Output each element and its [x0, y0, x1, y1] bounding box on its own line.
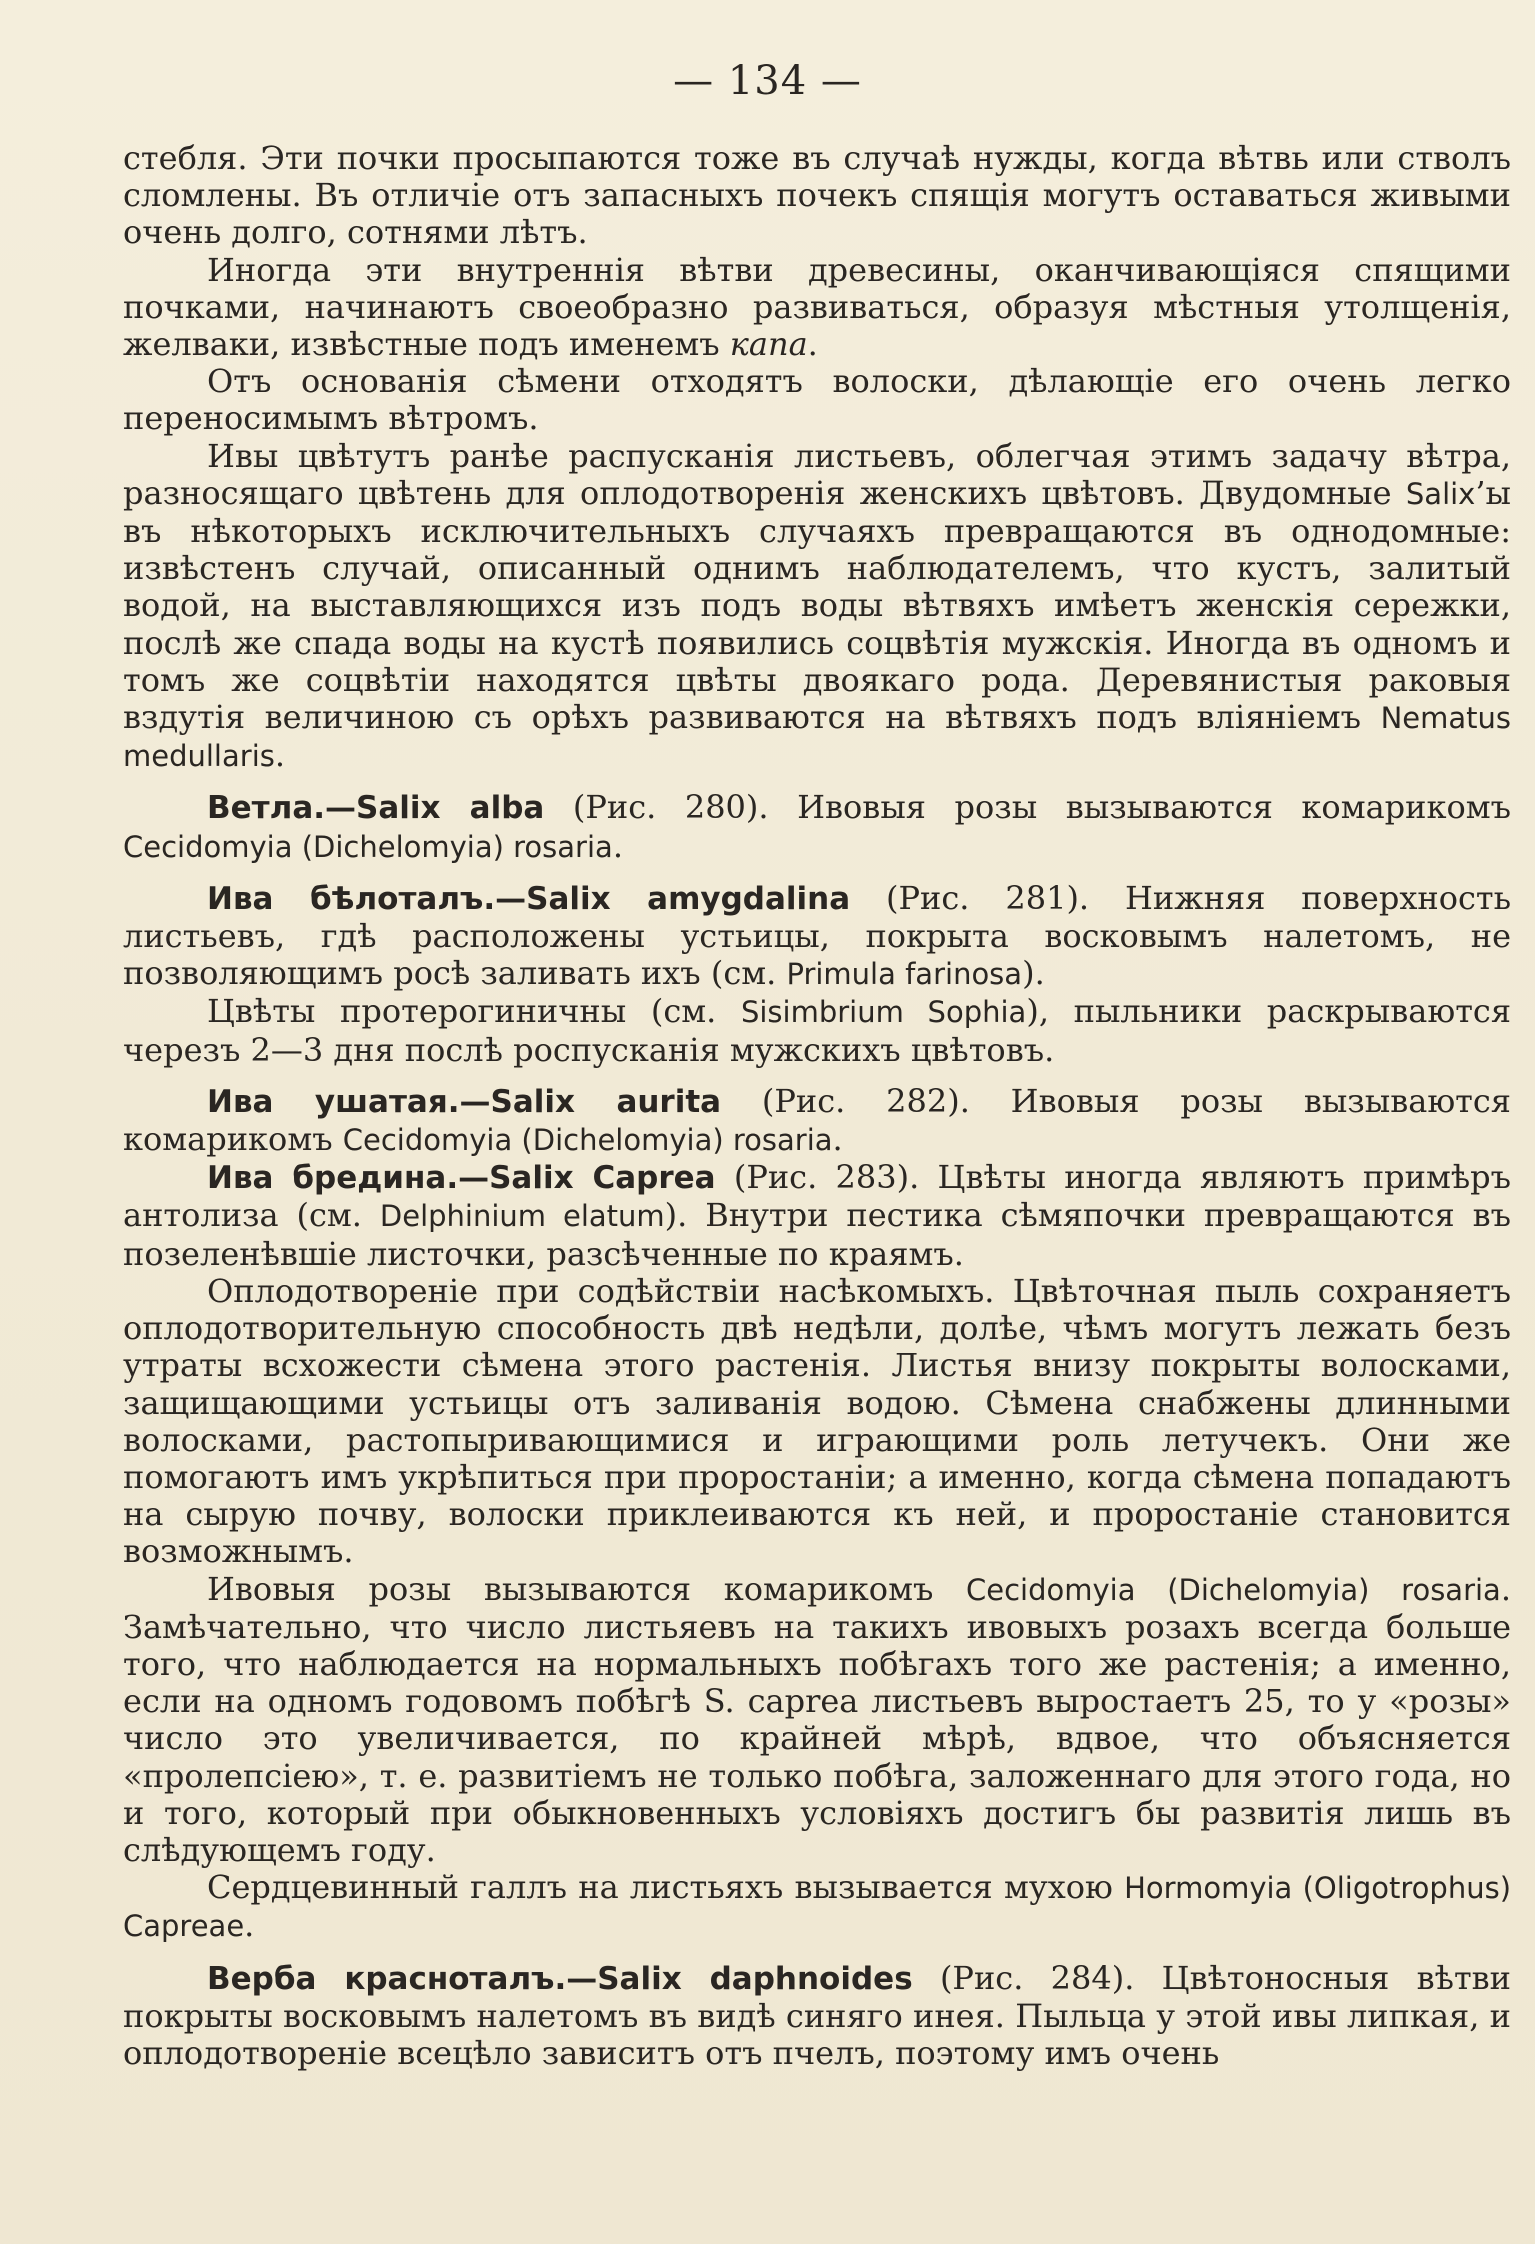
species-heading: Ива бредина.—Salix Caprea — [207, 1160, 716, 1197]
text-run: стебля. Эти почки просыпаются тоже въ случаѣ нужды, когда вѣтвь или стволъ сломлены. Въ отличіе отъ запасныхъ почекъ спящія могутъ оставаться живыми очень долго, сотнями лѣтъ. — [123, 139, 1511, 252]
paragraph — [123, 1159, 1511, 1273]
paragraph — [123, 1273, 1511, 1571]
text-run: Оплодотвореніе при содѣйствіи насѣкомыхъ. Цвѣточная пыль сохраняетъ оплодотворительную способность двѣ недѣли, долѣе, чѣмъ могутъ лежать безъ утраты всхожести сѣмена этого растенія. Листья внизу покрыты волосками, защищающими устьицы отъ заливанія водою. Сѣмена снабжены длинными волосками, растопыривающимися и играющими роль летучекъ. Они же помогаютъ имъ укрѣпиться при проростаніи; а именно, когда сѣмена попадаютъ на сырую почву, волоски приклеиваются къ ней, и проростаніе становится возможнымъ. — [123, 1271, 1511, 1571]
text-run: ’ы въ нѣкоторыхъ исключительныхъ случаяхъ превращаются въ однодомные: извѣстенъ случай, описанный однимъ наблюдателемъ, что кустъ, залитый водой, на выставляющихся изъ подъ воды вѣтвяхъ имѣетъ женскія сережки, послѣ же спада воды на кустѣ появились соцвѣтія мужскія. Иногда въ одномъ и томъ же соцвѣтіи находятся цвѣты двоякаго рода. Деревянистыя раковыя вздутія величиною съ орѣхъ развиваются на вѣтвяхъ подъ вліяніемъ — [123, 473, 1511, 737]
text-run: (Рис. 281). Нижняя поверхность листьевъ, гдѣ расположены устьицы, покрыта восковымъ налетомъ, не позволяющимъ росѣ заливать ихъ (см. — [123, 878, 1512, 993]
text-run: (Рис. 282). Ивовыя розы вызываются комарикомъ — [123, 1081, 1511, 1159]
latin-name: Cecidomyia (Dichelomyia) rosaria — [966, 1572, 1501, 1607]
paragraph — [123, 438, 1511, 776]
latin-name: Nematus medullaris — [123, 701, 1511, 774]
text-run: . — [244, 1906, 255, 1945]
body-text — [123, 140, 1511, 2072]
page-number: — 134 — — [673, 58, 862, 104]
text-run: ). — [1022, 954, 1045, 993]
italic-term: капа — [729, 325, 808, 364]
species-heading: Ива ушатая.—Salix aurita — [207, 1083, 722, 1120]
species-heading: Ветла.—Salix alba — [207, 790, 545, 827]
species-heading: Верба красноталъ.—Salix daphnoides — [207, 1960, 913, 1997]
paragraph — [123, 1869, 1511, 1945]
latin-name: Delphinium elatum — [379, 1199, 665, 1234]
text-run: . — [612, 826, 623, 865]
paragraph — [123, 993, 1511, 1068]
paragraph — [123, 1960, 1511, 2073]
text-run: . — [274, 736, 286, 775]
text-run: (Рис. 284). Цвѣтоносныя вѣтви покрыты восковымъ налетомъ въ видѣ синяго инея. Пыльца у этой ивы липкая, и оплодотвореніе всецѣло зависитъ отъ пчелъ, поэтому имъ очень — [123, 1958, 1512, 2072]
text-run: ), пыльники раскрываются черезъ 2—3 дня послѣ роспусканія мужскихъ цвѣтовъ. — [123, 992, 1512, 1069]
text-run: Сердцевинный галлъ на листьяхъ вызывается мухою — [207, 1868, 1125, 1907]
text-run: Ивы цвѣтутъ ранѣе распусканія листьевъ, облегчая этимъ задачу вѣтра, разносящаго цвѣтень для оплодотворенія женскихъ цвѣтовъ. Двудомные — [123, 436, 1511, 512]
text-run: ). Внутри пестика сѣмяпочки превращаются въ позеленѣвшіе листочки, разсѣченные по краямъ. — [123, 1196, 1512, 1273]
text-run: . — [807, 325, 818, 364]
text-run: Иногда эти внутреннія вѣтви древесины, оканчивающіяся спящими почками, начинаютъ своеобразно развиваться, образуя мѣстныя утолщенія, желваки, извѣстные подъ именемъ — [123, 250, 1511, 364]
text-run: . Замѣчательно, что число листьяевъ на такихъ ивовыхъ розахъ всегда больше того, что наблюдается на нормальныхъ побѣгахъ того же растенія; а именно, если на одномъ годовомъ побѣгѣ S. caprea листьевъ выростаетъ 25, то у «розы» число это увеличивается, по крайней мѣрѣ, вдвое, что объясняется «пролепсіею», т. е. развитіемъ не только побѣга, заложеннаго для этого года, но и того, который при обыкновенныхъ условіяхъ достигъ бы развитія лишь въ слѣдующемъ году. — [123, 1569, 1511, 1869]
paragraph — [123, 789, 1511, 865]
text-run: Цвѣты протерогиничны (см. — [207, 992, 741, 1031]
species-heading: Ива бѣлоталъ.—Salix amygdalina — [207, 880, 851, 917]
text-run: Отъ основанія сѣмени отходятъ волоски, дѣлающіе его очень легко переносимымъ вѣтромъ. — [123, 362, 1511, 438]
paragraph — [123, 363, 1511, 437]
text-run: . — [832, 1120, 843, 1159]
paragraph — [123, 880, 1511, 994]
paragraph — [123, 252, 1511, 364]
text-run: Ивовыя розы вызываются комарикомъ — [207, 1569, 966, 1608]
paragraph — [123, 1083, 1511, 1159]
latin-name: Salix — [1405, 476, 1476, 511]
text-run: (Рис. 283). Цвѣты иногда являютъ примѣръ антолиза (см. — [123, 1158, 1512, 1235]
latin-name: Sisimbrium Sophia — [740, 995, 1027, 1030]
paragraph — [123, 1571, 1511, 1870]
text-run: (Рис. 280). Ивовыя розы вызываются комарикомъ — [544, 788, 1511, 827]
latin-name: Cecidomyia (Dichelomyia) rosaria — [123, 829, 613, 864]
latin-name: Hormomyia (Oligotrophus) Capreae — [123, 1871, 1512, 1944]
latin-name: Primula farinosa — [786, 957, 1023, 992]
paragraph — [123, 140, 1511, 252]
latin-name: Cecidomyia (Dichelomyia) rosaria — [342, 1123, 833, 1158]
